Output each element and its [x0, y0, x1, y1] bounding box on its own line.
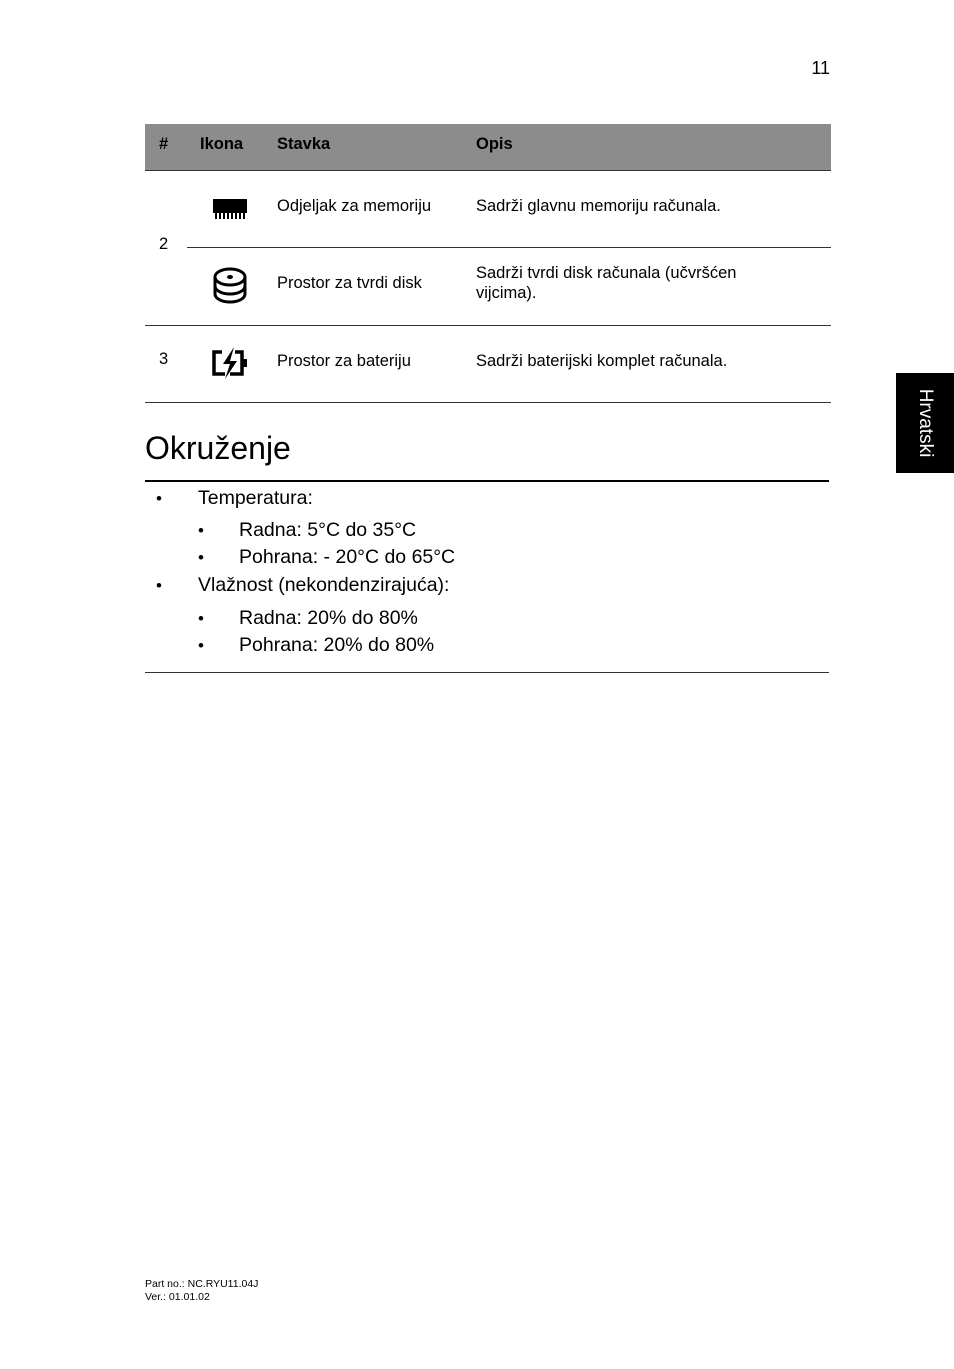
bullet-dot: •	[156, 489, 162, 508]
item-description: Sadrži glavnu memoriju računala.	[476, 197, 721, 215]
header-item: Stavka	[277, 135, 331, 153]
table-row	[145, 248, 831, 325]
row-number: 3	[159, 350, 169, 368]
bullet-dot: •	[198, 636, 204, 655]
table-bottom-rule	[145, 402, 831, 403]
language-tab-label: Hrvatski	[915, 388, 936, 458]
bullet-item: Vlažnost (nekondenzirajuća):	[198, 574, 450, 596]
header-number: #	[159, 135, 169, 153]
bullet-dot: •	[156, 576, 162, 595]
table-row	[145, 326, 831, 402]
sub-bullet-item: Pohrana: - 20°C do 65°C	[239, 546, 456, 568]
item-description-line2: vijcima).	[476, 284, 537, 302]
sub-bullet-item: Pohrana: 20% do 80%	[239, 634, 435, 656]
table-row	[145, 171, 831, 247]
item-label: Odjeljak za memoriju	[277, 197, 432, 215]
components-table	[145, 124, 831, 370]
bullet-item: Temperatura:	[198, 487, 313, 509]
battery-icon	[210, 346, 250, 380]
bullet-dot: •	[198, 609, 204, 628]
table-header	[145, 124, 831, 171]
part-number: Part no.: NC.RYU11.04J	[145, 1278, 259, 1290]
bullet-dot: •	[198, 548, 204, 567]
item-description: Sadrži baterijski komplet računala.	[476, 352, 728, 370]
footer	[145, 1278, 258, 1304]
language-tab	[896, 373, 954, 473]
item-description-line1: Sadrži tvrdi disk računala (učvršćen	[476, 264, 737, 282]
memory-icon	[212, 197, 248, 221]
header-icon: Ikona	[200, 135, 244, 153]
item-label: Prostor za tvrdi disk	[277, 274, 422, 292]
section-title: Okruženje	[145, 430, 291, 466]
item-label: Prostor za bateriju	[277, 352, 411, 370]
title-rule	[145, 480, 829, 482]
version: Ver.: 01.01.02	[145, 1291, 210, 1303]
bullet-dot: •	[198, 521, 204, 540]
page-number: 11	[811, 58, 830, 78]
hard-disk-icon	[212, 267, 248, 305]
section-bottom-rule	[145, 672, 829, 673]
sub-bullet-item: Radna: 20% do 80%	[239, 607, 418, 629]
sub-bullet-item: Radna: 5°C do 35°C	[239, 519, 417, 541]
header-description: Opis	[476, 135, 513, 153]
row-number: 2	[159, 235, 169, 253]
